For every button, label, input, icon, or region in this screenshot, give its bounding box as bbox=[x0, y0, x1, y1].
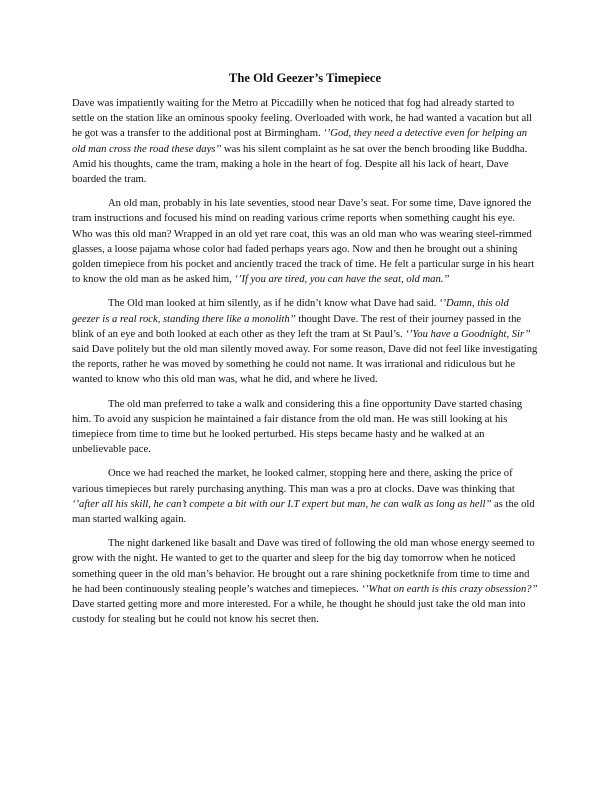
paragraph bbox=[72, 536, 538, 627]
paragraph bbox=[72, 196, 538, 287]
page-title: The Old Geezer’s Timepiece bbox=[228, 71, 382, 85]
paragraph-text: thought Dave. The rest of their journey passed in the blink of an eye and both looked at each other as they left the tram at St Paul’s. bbox=[72, 313, 522, 340]
italic-quote: ‘’What on earth is this crazy obsession?’’ bbox=[361, 583, 538, 595]
paragraph-text: The Old man looked at him silently, as if he didn’t know what Dave had said. bbox=[108, 298, 439, 310]
italic-quote: ‘’after all his skill, he can’t compete a bit with our I.T expert but man, he can walk as long as hell’’ bbox=[72, 498, 492, 510]
paragraph-text: The old man preferred to take a walk and considering this a fine opportunity Dave started chasing him. To avoid any suspicion he maintained a fair distance from the old man. He was still looking at his timepiece from time to time but he looked perturbed. His steps became hasty and he walked at an unbelievable pace. bbox=[72, 398, 523, 456]
paragraph-text: was his silent complaint as he sat over the bench brooding like Buddha. Amid his thoughts, came the tram, making a hole in the heart of fog. Despite all his lack of heart, Dave boarded the tram. bbox=[72, 143, 528, 186]
paragraph bbox=[72, 466, 538, 527]
italic-quote: ‘’God, they need a detective even for helping an old man cross the road these days’’ bbox=[72, 128, 528, 155]
paragraph-list bbox=[72, 96, 538, 628]
paragraph bbox=[72, 296, 538, 387]
paragraph-text: Once we had reached the market, he looked calmer, stopping here and there, asking the price of various timepieces but rarely purchasing anything. This man was a pro at clocks. Dave was thinking that bbox=[72, 468, 515, 495]
italic-quote: ‘’Damn, this old geezer is a real rock, standing there like a monolith’’ bbox=[72, 298, 509, 325]
italic-quote: ‘’If you are tired, you can have the seat, old man.’’ bbox=[234, 274, 450, 286]
paragraph bbox=[72, 397, 538, 458]
italic-quote: ‘’You have a Goodnight, Sir’’ bbox=[405, 328, 531, 340]
paragraph-text: Dave started getting more and more interested. For a while, he thought he should just take the old man into custody for stealing but he could not know his secret then. bbox=[72, 599, 526, 626]
paragraph-text: as the old man started walking again. bbox=[72, 498, 535, 526]
paragraph-text: said Dave politely but the old man silently moved away. For some reason, Dave did not feel like investigating the reports, rather he was moved by something he could not name. It was irrational and ridiculous but he wanted to know who this old man was, what he did, and where he lived. bbox=[72, 344, 538, 386]
paragraph-text: The night darkened like basalt and Dave was tired of following the old man whose energy seemed to grow with the night. He wanted to get to the quarter and sleep for the big day tomorrow when he noticed something queer in the old man’s behavior. He brought out a rare shining pocketknife from time to time and he had been continuously stealing people’s watches and timepieces. bbox=[72, 538, 535, 595]
paragraph-text: Dave was impatiently waiting for the Metro at Piccadilly when he noticed that fog had already started to settle on the station like an ominous spooky feeling. Overloaded with work, he had wanted a vacation but all he got was a transfer to the additional post at Birmingham. bbox=[72, 98, 533, 140]
paragraph bbox=[72, 96, 538, 187]
document-body bbox=[72, 70, 538, 637]
paragraph-text: An old man, probably in his late seventies, stood near Dave’s seat. For some time, Dave ignored the tram instructions and focused his mind on reading various crime reports when something caught his eye. Who was this old man? Wrapped in an old yet rare coat, this was an old man who was wearing steel-rimmed glasses, a loose pajama whose color had faded perhaps years ago. Now and then he brought out a shining golden timepiece from his pocket and anciently traced the track of time. He felt a particular surge in his heart to know the old man as he asked him, bbox=[72, 198, 535, 286]
